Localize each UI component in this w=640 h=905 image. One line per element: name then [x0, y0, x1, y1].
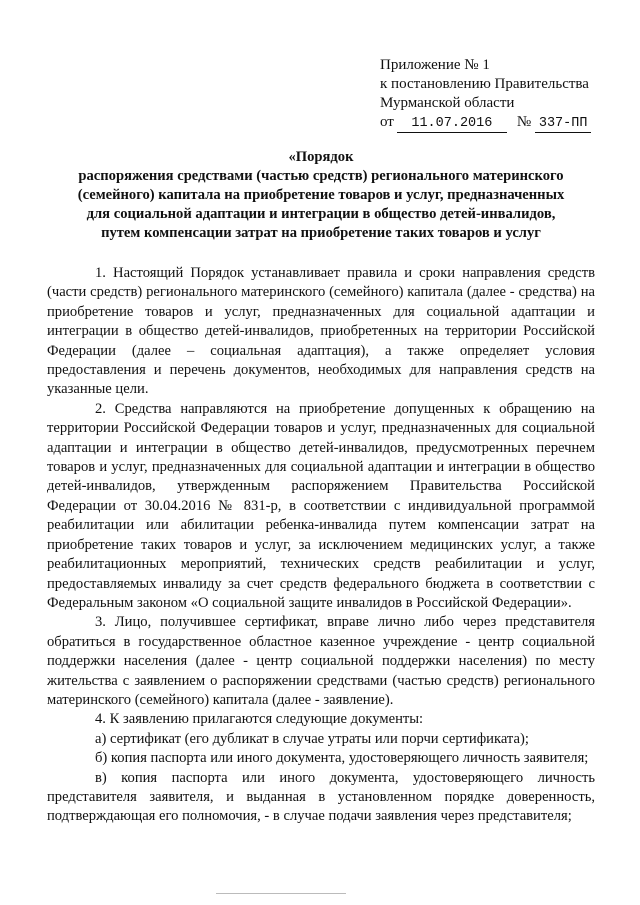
document-body — [47, 264, 595, 827]
date-prefix: от — [380, 114, 394, 130]
title-line-4: для социальной адаптации и интеграции в общество детей-инвалидов, — [86, 206, 556, 222]
scan-divider — [216, 893, 346, 894]
paragraph-4: 4. К заявлению прилагаются следующие документы: — [95, 711, 424, 728]
title-line-2: распоряжения средствами (частью средств) регионального материнского — [78, 168, 564, 184]
paragraph-3: 3. Лицо, получившее сертификат, вправе лично либо через представителя обратиться в государственное областное казенное учреждение - центр социальной поддержки населения (далее - центр социальной поддержки населения) по месту жительства с заявлением о распоряжении средствами (частью средств) регионального материнского (семейного) капитала (далее - заявление). — [47, 614, 595, 708]
appendix-date-line — [380, 113, 620, 133]
appendix-line-1: Приложение № 1 — [380, 57, 490, 73]
number-sign: № — [516, 114, 532, 130]
title-line-1: «Порядок — [288, 149, 354, 165]
document-title — [50, 148, 592, 243]
list-item-b: б) копия паспорта или иного документа, удостоверяющего личность заявителя; — [95, 750, 589, 767]
list-item-a: а) сертификат (его дубликат в случае утраты или порчи сертификата); — [95, 730, 529, 747]
list-item-c: в) копия паспорта или иного документа, удостоверяющего личность представителя заявителя, и выданная в установленном порядке доверенность, подтверждающая его полномочия, - в случае подачи заявления через представителя; — [47, 769, 595, 825]
date-field: 11.07.2016 — [397, 116, 507, 133]
title-line-5: путем компенсации затрат на приобретение таких товаров и услуг — [101, 225, 541, 241]
appendix-header — [380, 56, 620, 133]
paragraph-1: 1. Настоящий Порядок устанавливает правила и сроки направления средств (части средств) регионального материнского (семейного) капитала (далее - средства) на приобретение товаров и услуг, предназначенных для социальной адаптации и интеграции в общество детей-инвалидов, приобретенных на территории Российской Федерации (далее – социальная адаптация), а также определяет условия предоставления и перечень документов, необходимых для направления средств на указанные цели. — [47, 265, 595, 398]
appendix-line-3: Мурманской области — [380, 95, 515, 111]
appendix-line-2: к постановлению Правительства — [380, 76, 589, 92]
paragraph-2: 2. Средства направляются на приобретение допущенных к обращению на территории Российской Федерации товаров и услуг, предназначенных для социальной адаптации и интеграции в общество детей-инвалидов, предусмотренных перечнем товаров и услуг, предназначенных для социальной адаптации и интеграции в общество детей-инвалидов, утвержденным распоряжением Правительства Российской Федерации от 30.04.2016 № 831-р, в соответствии с индивидуальной программой реабилитации или абилитации ребенка-инвалида путем компенсации затрат на приобретение таких товаров и услуг, за исключением медицинских услуг, а также реабилитационных мероприятий, технических средств реабилитации и услуг, предоставляемых инвалиду за счет средств федерального бюджета в соответствии с Федеральным законом «О социальной защите инвалидов в Российской Федерации». — [47, 400, 595, 611]
title-line-3: (семейного) капитала на приобретение товаров и услуг, предназначенных — [77, 187, 565, 203]
number-field: 337-ПП — [535, 116, 591, 133]
